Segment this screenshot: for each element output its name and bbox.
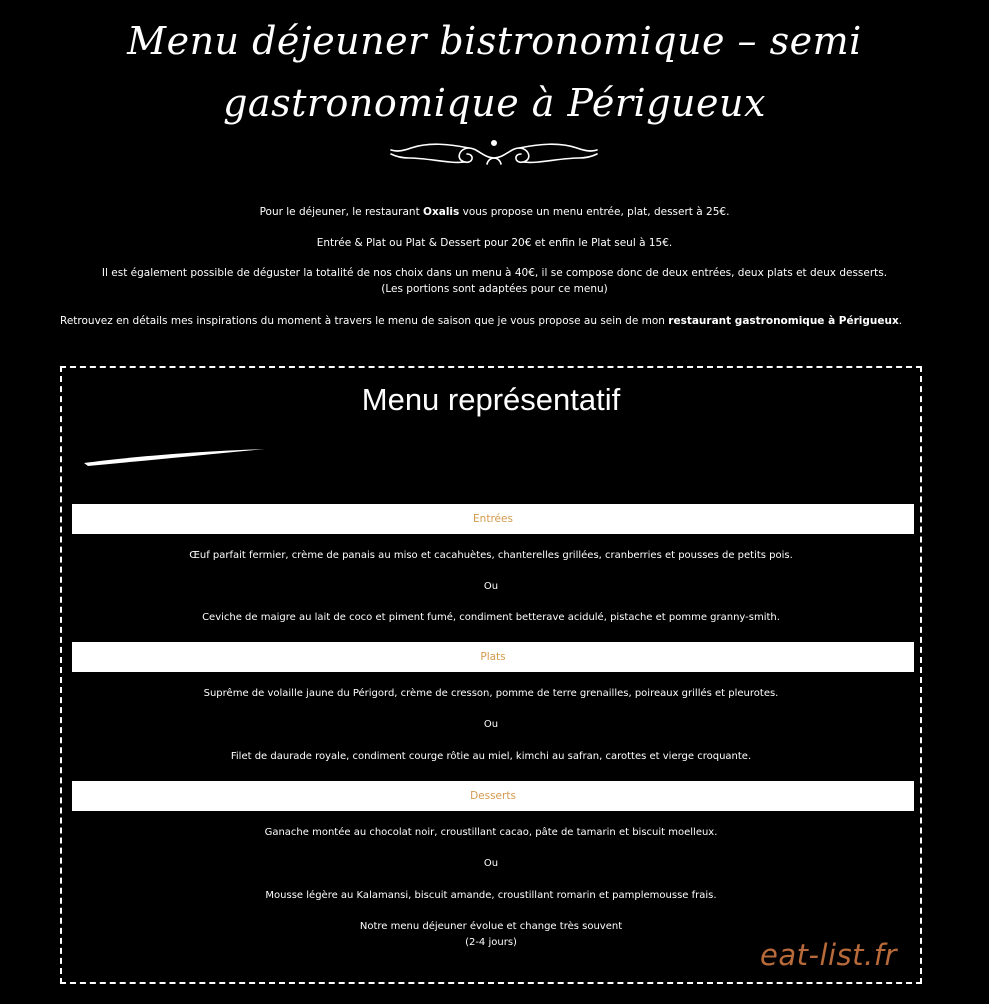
brush-stroke-icon <box>82 446 267 468</box>
footnote-line2: (2-4 jours) <box>465 937 517 948</box>
section-label-entrees: Entrées <box>473 513 513 525</box>
intro-paragraph-1 <box>0 204 989 220</box>
dish-entree-2: Ceviche de maigre au lait de coco et piment fumé, condiment betterave acidulé, pistache et pomme granny-smith. <box>202 612 780 623</box>
dish-dessert-1: Ganache montée au chocolat noir, croustillant cacao, pâte de tamarin et biscuit moelleux. <box>264 827 718 838</box>
intro-p3-line1: Il est également possible de déguster la totalité de nos choix dans un menu à 40€, il se compose donc de deux entrées, deux plats et deux desserts. <box>101 267 888 279</box>
dish-entree-1: Œuf parfait fermier, crème de panais au miso et cacahuètes, chanterelles grillées, cranberries et pousses de petits pois. <box>189 550 793 561</box>
dish-separator: Ou <box>483 858 499 869</box>
page-title-line2: gastronomique à Périgueux <box>223 81 766 125</box>
intro-p4-text: Retrouvez en détails mes inspirations du moment à travers le menu de saison que je vous propose au sein de mon <box>60 315 669 327</box>
section-label-desserts: Desserts <box>470 790 516 802</box>
footnote-line1: Notre menu déjeuner évolue et change très souvent <box>359 921 623 932</box>
dish-plat-2: Filet de daurade royale, condiment courge rôtie au miel, kimchi au safran, carottes et vierge croquante. <box>230 751 752 762</box>
page-title-line1: Menu déjeuner bistronomique – semi <box>127 19 862 63</box>
intro-paragraph-3 <box>0 265 989 297</box>
restaurant-name: Oxalis <box>423 206 460 218</box>
intro-paragraph-2: Entrée & Plat ou Plat & Dessert pour 20€ et enfin le Plat seul à 15€. <box>316 237 673 249</box>
dish-separator: Ou <box>483 581 499 592</box>
section-label-plats: Plats <box>480 651 506 663</box>
page-title <box>0 10 989 134</box>
intro-p1-text: Pour le déjeuner, le restaurant <box>259 206 424 218</box>
section-bar-entrees <box>72 504 914 534</box>
dish-plat-1: Suprême de volaille jaune du Périgord, crème de cresson, pomme de terre grenailles, poireaux grillés et pleurotes. <box>203 688 779 699</box>
intro-paragraph-4 <box>60 313 960 329</box>
dish-dessert-2: Mousse légère au Kalamansi, biscuit amande, croustillant romarin et pamplemousse frais. <box>265 890 717 901</box>
menu-box <box>60 366 922 984</box>
intro-p4-bold: restaurant gastronomique à Périgueux <box>668 315 899 327</box>
flourish-divider-icon <box>389 134 599 170</box>
section-bar-desserts <box>72 781 914 811</box>
intro-p4-text-end: . <box>898 315 903 327</box>
dish-separator: Ou <box>483 719 499 730</box>
watermark: eat-list.fr <box>760 938 897 972</box>
intro-p1-text-end: vous propose un menu entrée, plat, dessert à 25€. <box>459 206 730 218</box>
intro-p3-line2: (Les portions sont adaptées pour ce menu) <box>381 283 608 295</box>
menu-title: Menu représentatif <box>361 382 621 417</box>
section-bar-plats <box>72 642 914 672</box>
